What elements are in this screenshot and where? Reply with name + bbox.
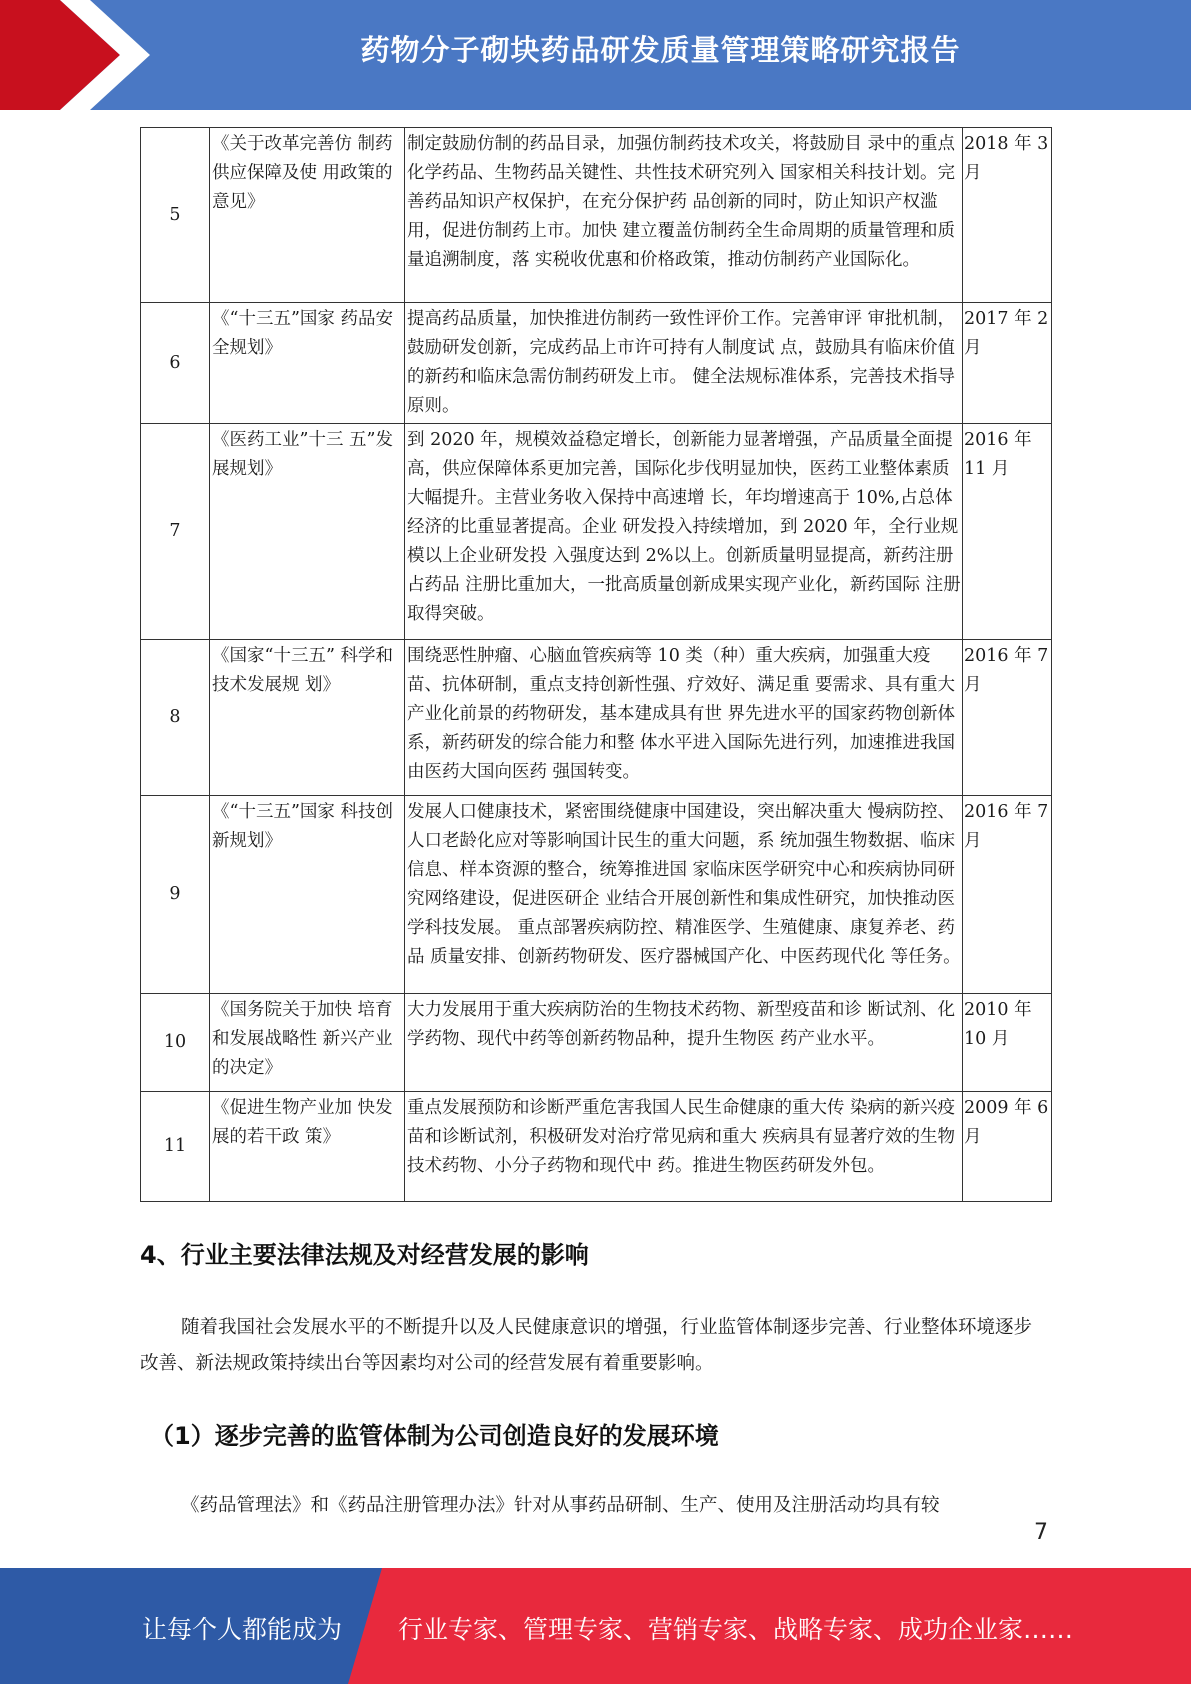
row-number: 5 bbox=[141, 128, 210, 303]
table-row bbox=[141, 640, 1052, 796]
policy-name: 《“十三五”国家 药品安全规划》 bbox=[210, 303, 405, 424]
row-number: 11 bbox=[141, 1092, 210, 1202]
footer-slogan-right: 行业专家、管理专家、营销专家、战略专家、成功企业家…… bbox=[398, 1615, 1074, 1644]
policy-content: 提高药品质量，加快推进仿制药一致性评价工作。完善审评 审批机制，鼓励研发创新，完成药品上市许可持有人制度试 点，鼓励具有临床价值的新药和临床急需仿制药研发上市。 健全法规标准体系，完善技术指导原则。 bbox=[405, 303, 963, 424]
row-number: 6 bbox=[141, 303, 210, 424]
policy-content: 到 2020 年，规模效益稳定增长，创新能力显著增强，产品质量全面提高，供应保障体系更加完善，国际化步伐明显加快，医药工业整体素质大幅提升。主营业务收入保持中高速增 长，年均增速高于 10%,占总体经济的比重显著提高。企业 研发投入持续增加，到 2020 年，全行业规模以上企业研发投 入强度达到 2%以上。创新质量明显提高，新药注册占药品 注册比重加大，一批高质量创新成果实现产业化，新药国际 注册取得突破。 bbox=[405, 424, 963, 640]
policy-date: 2016 年 11 月 bbox=[963, 424, 1052, 640]
policy-name: 《医药工业”十三 五”发展规划》 bbox=[210, 424, 405, 640]
row-number: 7 bbox=[141, 424, 210, 640]
subsection-heading: （1）逐步完善的监管体制为公司创造良好的发展环境 bbox=[150, 1422, 719, 1450]
policy-content: 围绕恶性肿瘤、心脑血管疾病等 10 类（种）重大疾病，加强重大疫苗、抗体研制，重点支持创新性强、疗效好、满足重 要需求、具有重大产业化前景的药物研发，基本建成具有世 界先进水平的国家药物创新体系，新药研发的综合能力和整 体水平进入国际先进行列，加速推进我国由医药大国向医药 强国转变。 bbox=[405, 640, 963, 796]
table-row bbox=[141, 303, 1052, 424]
table-row bbox=[141, 424, 1052, 640]
table-row bbox=[141, 128, 1052, 303]
policy-date: 2018 年 3 月 bbox=[963, 128, 1052, 303]
policy-content: 重点发展预防和诊断严重危害我国人民生命健康的重大传 染病的新兴疫苗和诊断试剂，积极研发对治疗常见病和重大 疾病具有显著疗效的生物技术药物、小分子药物和现代中 药。推进生物医药研发外包。 bbox=[405, 1092, 963, 1202]
table-row bbox=[141, 1092, 1052, 1202]
row-number: 9 bbox=[141, 796, 210, 994]
page-number: 7 bbox=[1034, 1520, 1048, 1545]
section-heading: 4、行业主要法律法规及对经营发展的影响 bbox=[140, 1241, 589, 1269]
policy-name: 《促进生物产业加 快发展的若干政 策》 bbox=[210, 1092, 405, 1202]
row-number: 8 bbox=[141, 640, 210, 796]
page-footer bbox=[0, 1568, 1191, 1684]
policy-date: 2016 年 7 月 bbox=[963, 796, 1052, 994]
policy-content: 发展人口健康技术，紧密围绕健康中国建设，突出解决重大 慢病防控、人口老龄化应对等影响国计民生的重大问题，系 统加强生物数据、临床信息、样本资源的整合，统筹推进国 家临床医学研究中心和疾病协同研究网络建设，促进医研企 业结合开展创新性和集成性研究，加快推动医学科技发展。 重点部署疾病防控、精准医学、生殖健康、康复养老、药品 质量安排、创新药物研发、医疗器械国产化、中医药现代化 等任务。 bbox=[405, 796, 963, 994]
policy-date: 2016 年 7 月 bbox=[963, 640, 1052, 796]
body-paragraph: 随着我国社会发展水平的不断提升以及人民健康意识的增强，行业监管体制逐步完善、行业整体环境逐步改善、新法规政策持续出台等因素均对公司的经营发展有着重要影响。 bbox=[140, 1317, 1033, 1374]
policy-name: 《“十三五”国家 科技创新规划》 bbox=[210, 796, 405, 994]
policy-table bbox=[140, 127, 1052, 1202]
policy-name: 《关于改革完善仿 制药供应保障及使 用政策的意见》 bbox=[210, 128, 405, 303]
page-header bbox=[0, 0, 1191, 110]
row-number: 10 bbox=[141, 994, 210, 1092]
header-title: 药物分子砌块药品研发质量管理策略研究报告 bbox=[360, 33, 961, 67]
policy-date: 2017 年 2 月 bbox=[963, 303, 1052, 424]
table-row bbox=[141, 994, 1052, 1092]
policy-content: 制定鼓励仿制的药品目录，加强仿制药技术攻关，将鼓励目 录中的重点化学药品、生物药品关键性、共性技术研究列入 国家相关科技计划。完善药品知识产权保护，在充分保护药 品创新的同时，防止知识产权滥用，促进仿制药上市。加快 建立覆盖仿制药全生命周期的质量管理和质量追溯制度，落 实税收优惠和价格政策，推动仿制药产业国际化。 bbox=[405, 128, 963, 303]
table-row bbox=[141, 796, 1052, 994]
policy-name: 《国家“十三五” 科学和技术发展规 划》 bbox=[210, 640, 405, 796]
policy-date: 2010 年 10 月 bbox=[963, 994, 1052, 1092]
policy-date: 2009 年 6 月 bbox=[963, 1092, 1052, 1202]
policy-name: 《国务院关于加快 培育和发展战略性 新兴产业的决定》 bbox=[210, 994, 405, 1092]
body-paragraph: 《药品管理法》和《药品注册管理办法》针对从事药品研制、生产、使用及注册活动均具有较 bbox=[181, 1495, 940, 1516]
policy-content: 大力发展用于重大疾病防治的生物技术药物、新型疫苗和诊 断试剂、化学药物、现代中药等创新药物品种，提升生物医 药产业水平。 bbox=[405, 994, 963, 1092]
footer-slogan-left: 让每个人都能成为 bbox=[142, 1615, 343, 1644]
